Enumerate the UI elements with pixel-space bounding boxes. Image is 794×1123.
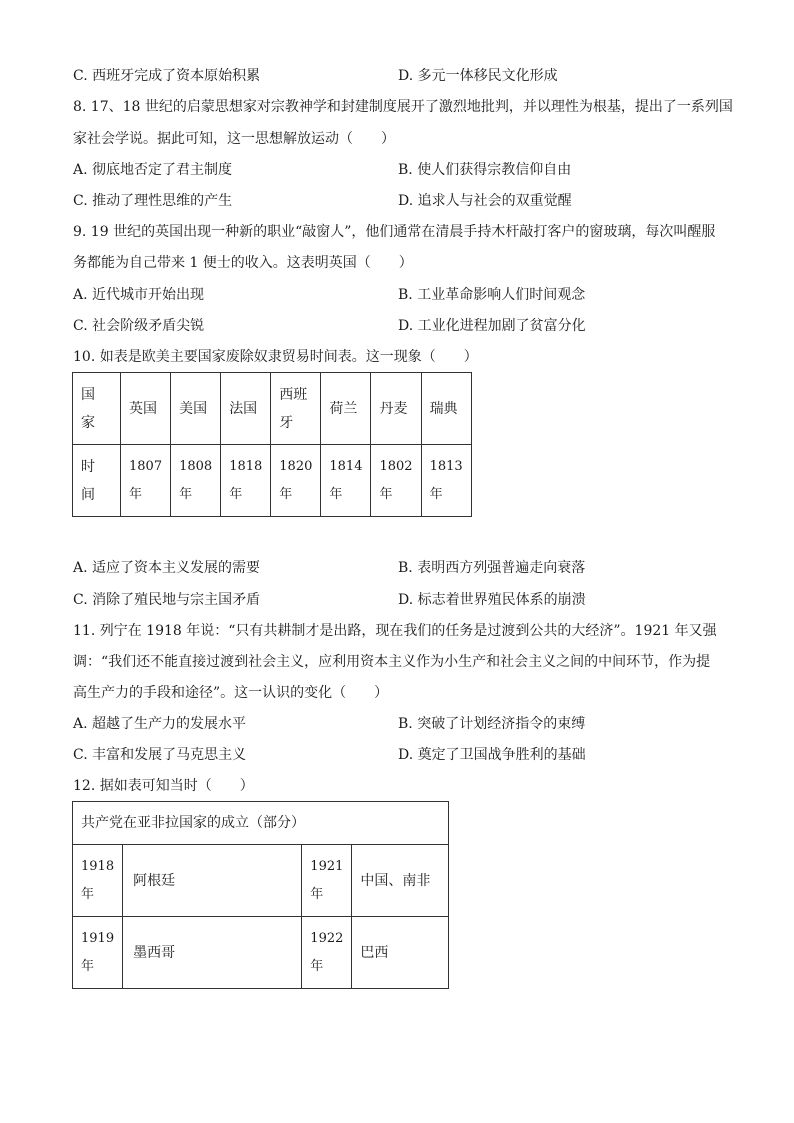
table-cell: 1918 年 <box>73 845 123 917</box>
q10-option-a: A. 适应了资本主义发展的需要 <box>73 560 261 576</box>
table-cell: 西班 牙 <box>271 373 321 445</box>
q11-stem-line2: 调：“我们还不能直接过渡到社会主义，应利用资本主义作为小生产和社会主义之间的中间环节，作为提 <box>73 654 711 670</box>
communist-parties-table <box>72 801 449 989</box>
table-cell: 1802 年 <box>371 445 421 517</box>
q7-option-c: C. 西班牙完成了资本原始积累 <box>73 68 261 84</box>
table-cell: 1818 年 <box>221 445 271 517</box>
table-cell: 美国 <box>171 373 221 445</box>
q11-option-a: A. 超越了生产力的发展水平 <box>73 716 247 732</box>
q8-option-c: C. 推动了理性思维的产生 <box>73 193 233 209</box>
table-header-row <box>73 802 449 845</box>
table-cell: 英国 <box>121 373 171 445</box>
table-cell: 阿根廷 <box>123 845 302 917</box>
table-cell: 1919 年 <box>73 917 123 989</box>
table-cell: 1807 年 <box>121 445 171 517</box>
table-cell: 1820 年 <box>271 445 321 517</box>
q10-option-c: C. 消除了殖民地与宗主国矛盾 <box>73 592 261 608</box>
table-cell: 中国、南非 <box>352 845 449 917</box>
q10-option-d: D. 标志着世界殖民体系的崩溃 <box>398 592 586 608</box>
table-row <box>73 373 472 445</box>
table-row <box>73 845 449 917</box>
q8-stem-line1: 8. 17、18 世纪的启蒙思想家对宗教神学和封建制度展开了激烈地批判，并以理性为根基，提出了一系列国 <box>73 99 733 115</box>
table-cell: 丹麦 <box>371 373 421 445</box>
q9-stem-line1: 9. 19 世纪的英国出现一种新的职业“敲窗人”，他们通常在清晨手持木杆敲打客户的窗玻璃，每次叫醒服 <box>73 224 716 240</box>
q11-stem-line1: 11. 列宁在 1918 年说：“只有共耕制才是出路，现在我们的任务是过渡到公共的大经济”。1921 年又强 <box>73 623 717 639</box>
q11-stem-line3: 高生产力的手段和途径”。这一认识的变化（ ） <box>73 685 389 701</box>
q12-stem: 12. 据如表可知当时（ ） <box>73 778 254 794</box>
abolition-table <box>72 372 472 517</box>
q9-option-c: C. 社会阶级矛盾尖锐 <box>73 318 205 334</box>
table-cell: 1922 年 <box>302 917 352 989</box>
table-row <box>73 917 449 989</box>
table-cell: 墨西哥 <box>123 917 302 989</box>
q9-stem-line2: 务都能为自己带来 1 便士的收入。这表明英国（ ） <box>73 255 413 271</box>
q9-option-d: D. 工业化进程加剧了贫富分化 <box>398 318 586 334</box>
q8-option-d: D. 追求人与社会的双重觉醒 <box>398 193 572 209</box>
q11-option-d: D. 奠定了卫国战争胜利的基础 <box>398 747 586 763</box>
table-cell: 国 家 <box>73 373 121 445</box>
q10-stem: 10. 如表是欧美主要国家废除奴隶贸易时间表。这一现象（ ） <box>73 349 478 365</box>
q8-option-b: B. 使人们获得宗教信仰自由 <box>398 162 572 178</box>
table-cell: 荷兰 <box>321 373 371 445</box>
table-cell: 巴西 <box>352 917 449 989</box>
table-cell: 瑞典 <box>421 373 471 445</box>
table-cell: 1813 年 <box>421 445 471 517</box>
q7-option-d: D. 多元一体移民文化形成 <box>398 68 558 84</box>
q8-option-a: A. 彻底地否定了君主制度 <box>73 162 233 178</box>
q8-stem-line2: 家社会学说。据此可知，这一思想解放运动（ ） <box>73 131 395 147</box>
table-cell: 时 间 <box>73 445 121 517</box>
table-cell: 法国 <box>221 373 271 445</box>
table-header: 共产党在亚非拉国家的成立（部分） <box>73 802 449 845</box>
q10-option-b: B. 表明西方列强普遍走向衰落 <box>398 560 586 576</box>
table-cell: 1814 年 <box>321 445 371 517</box>
q11-option-c: C. 丰富和发展了马克思主义 <box>73 747 247 763</box>
table-cell: 1808 年 <box>171 445 221 517</box>
q9-option-b: B. 工业革命影响人们时间观念 <box>398 287 586 303</box>
table-row <box>73 445 472 517</box>
q9-option-a: A. 近代城市开始出现 <box>73 287 205 303</box>
q11-option-b: B. 突破了计划经济指令的束缚 <box>398 716 586 732</box>
table-cell: 1921 年 <box>302 845 352 917</box>
